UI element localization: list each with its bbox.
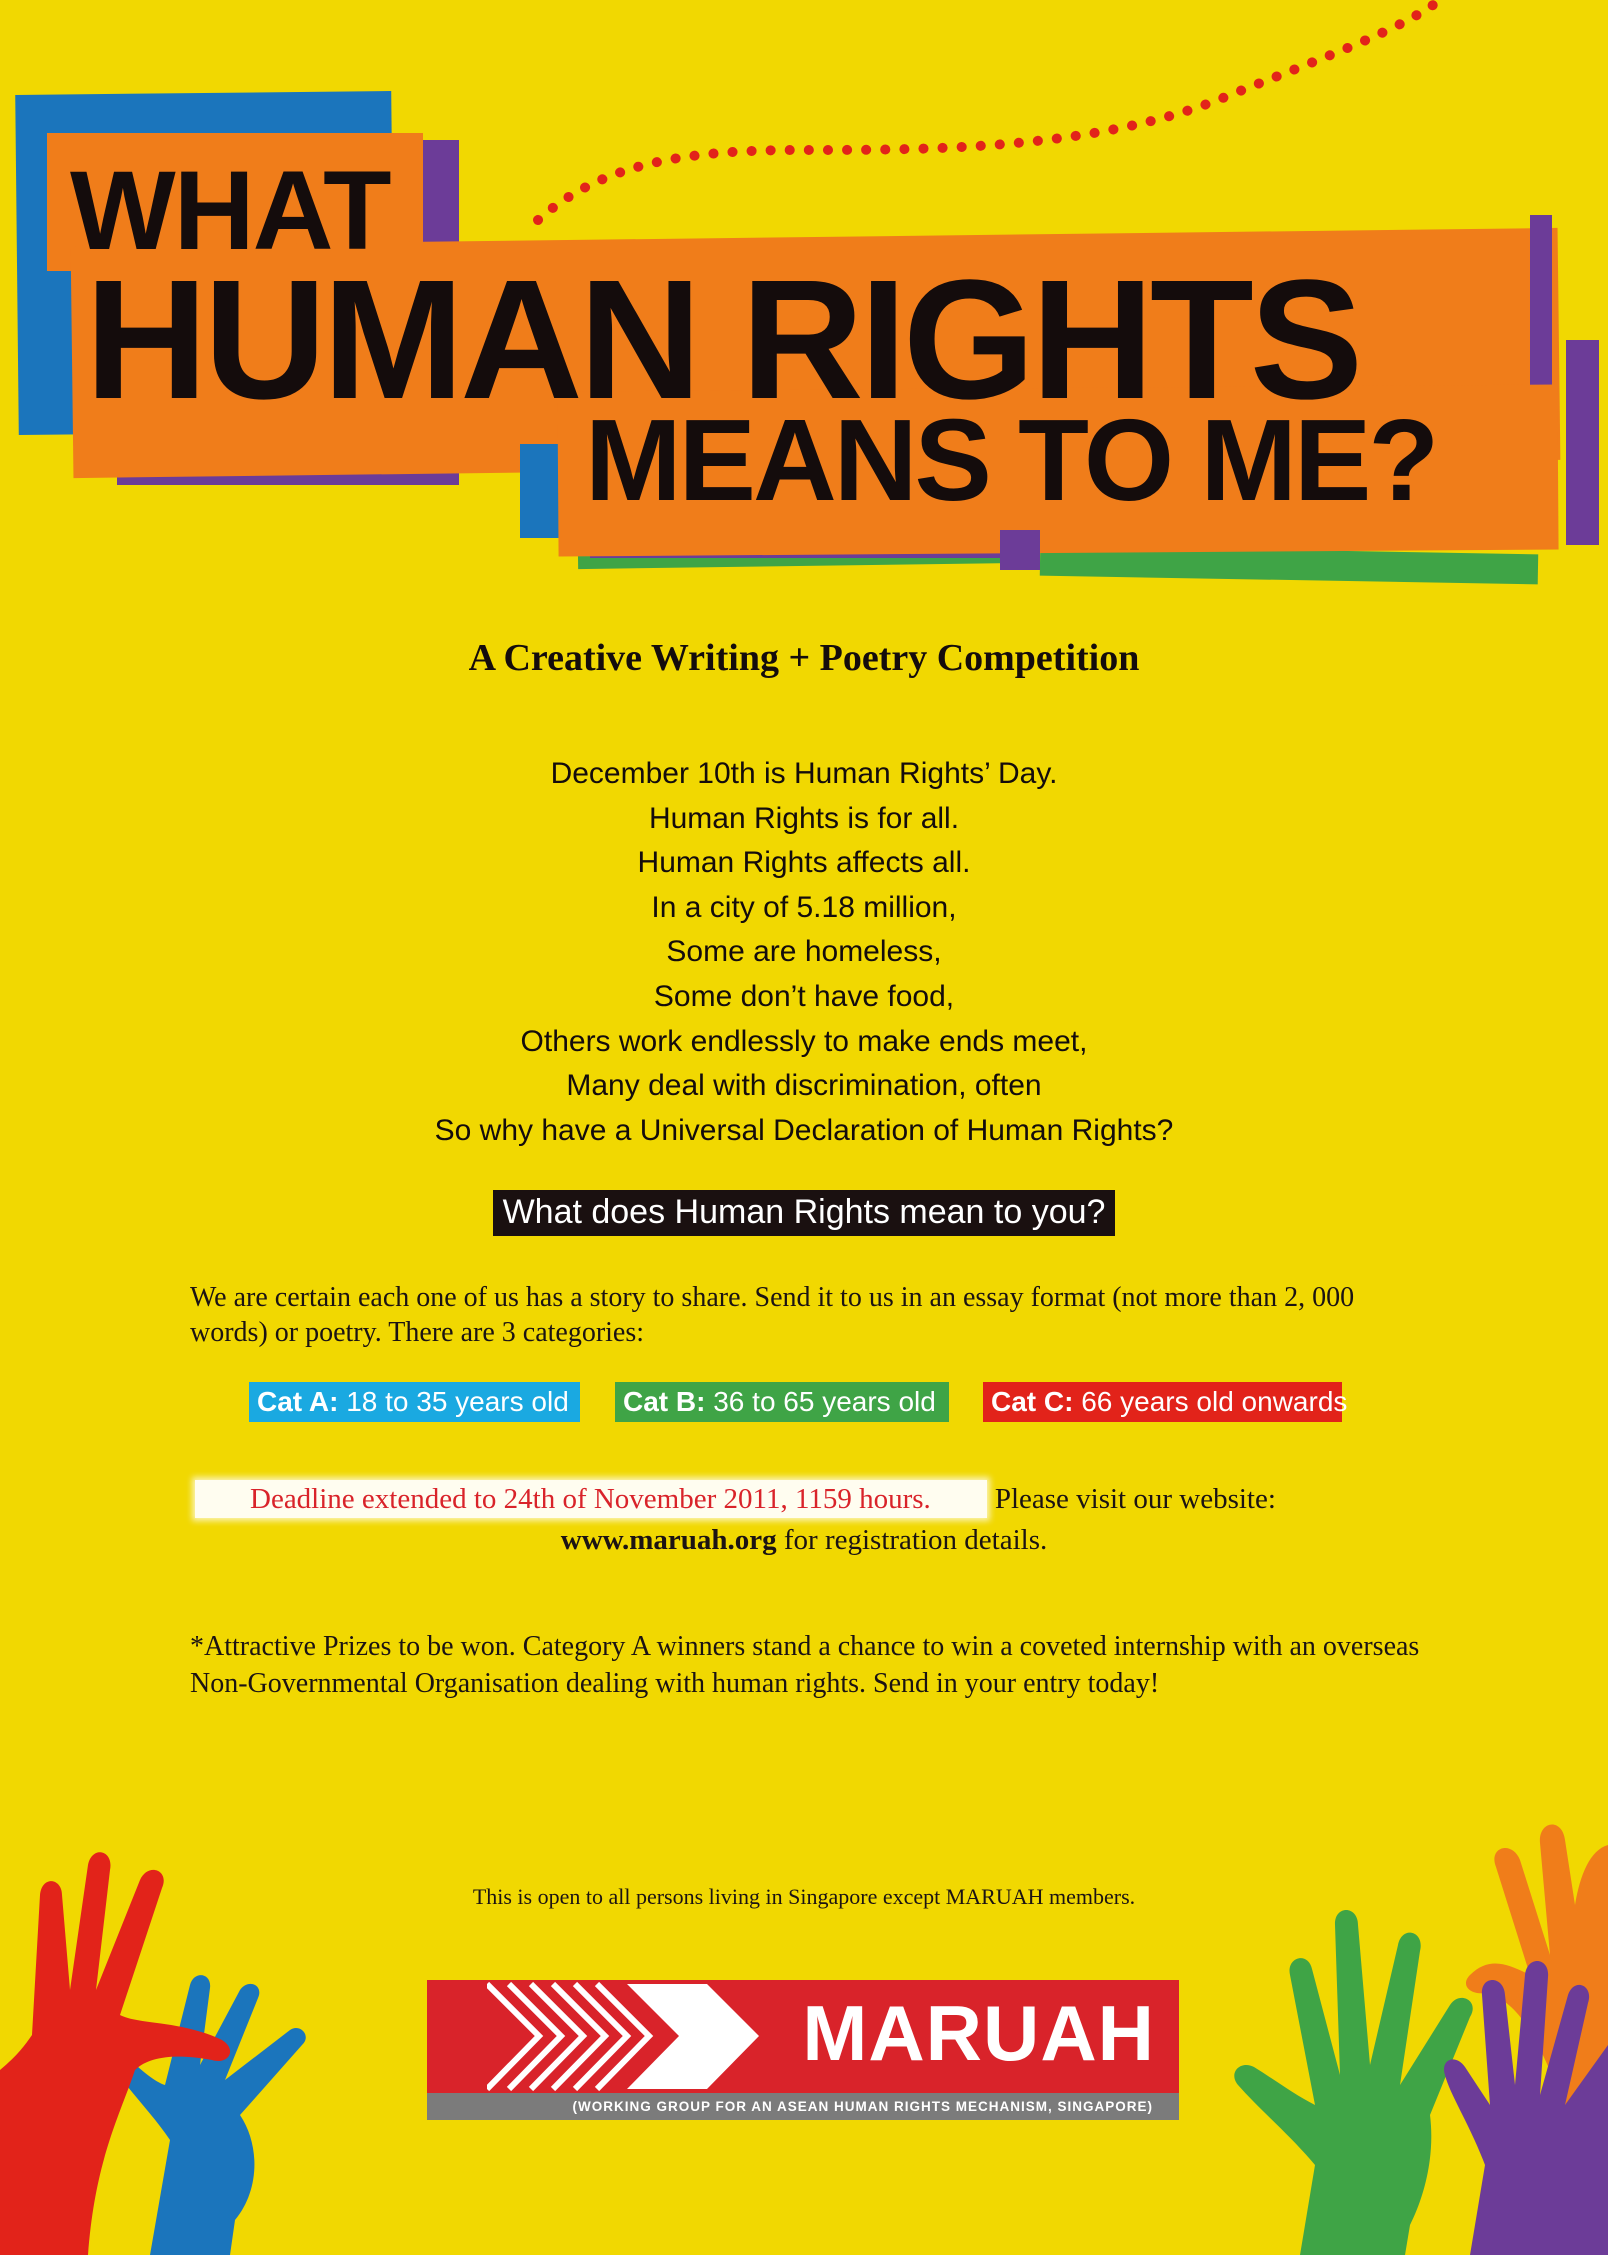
prizes-paragraph: *Attractive Prizes to be won. Category A winners stand a chance to win a coveted internship with an overseas Non-Governmental Organisation dealing with human rights. Send in your entry today! xyxy=(190,1631,1420,1699)
deadline-highlight: Deadline extended to 24th of November 2011, 1159 hours. xyxy=(195,1480,987,1518)
category-c-label: Cat C: xyxy=(991,1386,1074,1417)
subtitle: A Creative Writing + Poetry Competition xyxy=(468,637,1140,679)
category-c-range: 66 years old onwards xyxy=(1081,1386,1348,1417)
intro-line: Some don’t have food, xyxy=(653,979,955,1013)
chevron-arrows-icon xyxy=(487,1980,787,2093)
purple-block-far-right xyxy=(1566,340,1599,545)
question-text: What does Human Rights mean to you? xyxy=(493,1190,1116,1236)
intro-line: In a city of 5.18 million, xyxy=(651,890,957,924)
category-b-label: Cat B: xyxy=(623,1386,706,1417)
deadline-row xyxy=(195,1480,1276,1518)
category-a-label: Cat A: xyxy=(257,1386,339,1417)
hands-left xyxy=(0,1840,360,2255)
story-paragraph: We are certain each one of us has a story to share. Send it to us in an essay format (not more than 2, 000 words) or poetry. There are 3 categories: xyxy=(190,1282,1355,1348)
title-human-rights: HUMAN RIGHTS xyxy=(85,245,1360,435)
maruah-logo xyxy=(427,1980,1179,2120)
intro-line: Some are homeless, xyxy=(666,935,942,969)
intro-line: So why have a Universal Declaration of Human Rights? xyxy=(434,1113,1174,1147)
website-row xyxy=(0,1521,1608,1559)
intro-line: Many deal with discrimination, often xyxy=(566,1069,1042,1103)
intro-line: December 10th is Human Rights’ Day. xyxy=(550,757,1058,790)
question-banner xyxy=(0,1190,1608,1236)
category-a-range: 18 to 35 years old xyxy=(346,1386,569,1417)
deadline-visit-text: Please visit our website: xyxy=(994,1483,1276,1515)
category-a-badge xyxy=(249,1382,580,1422)
title-means-to-me: MEANS TO ME? xyxy=(585,395,1437,525)
purple-block-end xyxy=(1000,530,1040,570)
logo-name: MARUAH xyxy=(802,1989,1155,2077)
eligibility-note: This is open to all persons living in Singapore except MARUAH members. xyxy=(472,1884,1136,1909)
hand-blue-icon xyxy=(98,1975,306,2255)
logo-tagline: (WORKING GROUP FOR AN ASEAN HUMAN RIGHTS MECHANISM, SINGAPORE) xyxy=(427,2093,1179,2120)
intro-line: Human Rights is for all. xyxy=(648,801,960,835)
intro-line: Others work endlessly to make ends meet, xyxy=(520,1024,1088,1058)
website-link[interactable]: www.maruah.org xyxy=(560,1524,777,1556)
category-b-range: 36 to 65 years old xyxy=(713,1386,936,1417)
intro-line: Human Rights affects all. xyxy=(637,846,971,880)
category-c-badge xyxy=(983,1382,1348,1422)
hands-right xyxy=(1220,1805,1608,2255)
intro-poem xyxy=(0,752,1608,1153)
hand-green-icon xyxy=(1234,1910,1472,2255)
category-b-badge xyxy=(615,1382,949,1422)
website-after-text: for registration details. xyxy=(783,1524,1048,1556)
title-what: WHAT xyxy=(70,148,390,273)
